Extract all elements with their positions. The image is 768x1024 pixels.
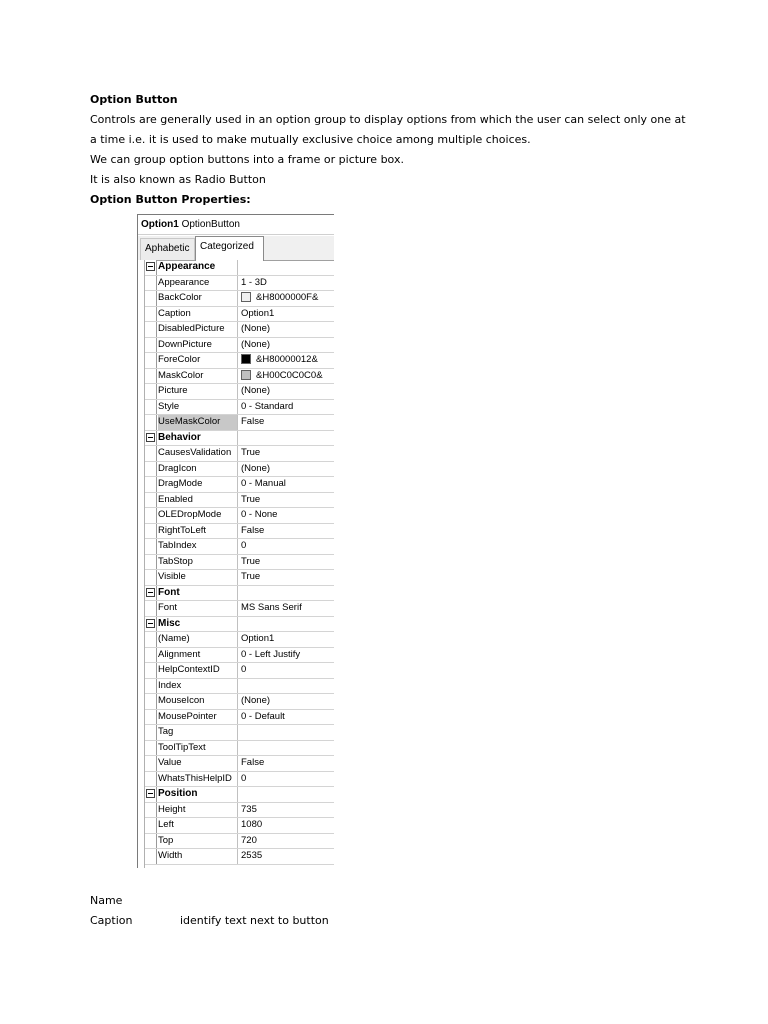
category-row[interactable] — [145, 617, 334, 633]
row-gutter — [145, 291, 157, 306]
row-gutter — [145, 555, 157, 570]
row-gutter — [145, 508, 157, 523]
row-gutter — [145, 601, 157, 616]
row-gutter — [145, 617, 157, 632]
property-value[interactable] — [239, 415, 334, 430]
property-value-text: False — [241, 416, 265, 427]
property-value-text: True — [241, 493, 261, 505]
property-value-text: 720 — [241, 834, 257, 846]
property-value[interactable] — [239, 477, 334, 492]
property-name: Picture — [158, 384, 238, 399]
property-value — [239, 617, 334, 632]
property-value[interactable] — [239, 353, 334, 368]
object-selector[interactable] — [138, 215, 334, 235]
row-gutter — [145, 632, 157, 647]
property-value-text: (None) — [241, 385, 271, 396]
property-name: UseMaskColor — [158, 415, 238, 430]
property-value-text: &H80000012& — [256, 354, 318, 365]
row-gutter — [145, 524, 157, 539]
property-name: WhatsThisHelpID — [158, 772, 238, 787]
tab-bar — [138, 236, 334, 261]
property-row[interactable] — [145, 400, 334, 416]
property-row[interactable] — [145, 694, 334, 710]
row-gutter — [145, 787, 157, 802]
property-value[interactable] — [239, 601, 334, 616]
property-value-text: &H00C0C0C0& — [256, 369, 323, 381]
row-gutter — [145, 353, 157, 368]
property-name: Height — [158, 803, 238, 818]
property-name: Alignment — [158, 648, 238, 663]
property-name: Style — [158, 400, 238, 415]
property-value[interactable] — [239, 524, 334, 539]
property-value-text: 1 - 3D — [241, 276, 267, 288]
property-value-text: &H8000000F& — [256, 292, 319, 303]
category-row[interactable] — [145, 586, 334, 602]
category-row[interactable] — [145, 431, 334, 447]
property-row[interactable] — [145, 679, 334, 695]
object-name: Option1 — [141, 219, 179, 230]
property-row[interactable] — [145, 756, 334, 772]
property-row[interactable] — [145, 493, 334, 509]
row-gutter — [145, 741, 157, 756]
row-gutter — [145, 694, 157, 709]
collapse-icon[interactable] — [146, 588, 155, 597]
row-gutter — [145, 756, 157, 771]
properties-window — [137, 214, 334, 868]
property-name: Font — [158, 601, 238, 616]
property-value[interactable] — [239, 818, 334, 833]
property-value-text: 735 — [241, 803, 257, 815]
row-gutter — [145, 369, 157, 384]
property-value-text: 1080 — [241, 819, 263, 830]
property-value-text: 0 - Left Justify — [241, 648, 301, 660]
property-value — [239, 586, 334, 601]
property-name: MousePointer — [158, 710, 238, 725]
category-row[interactable] — [145, 260, 334, 276]
row-gutter — [145, 679, 157, 694]
property-value-text: False — [241, 757, 265, 768]
category-name: Misc — [158, 617, 238, 632]
property-value — [239, 787, 334, 802]
property-row[interactable] — [145, 446, 334, 462]
property-row[interactable] — [145, 462, 334, 478]
collapse-icon[interactable] — [146, 789, 155, 798]
property-value-text: 2535 — [241, 850, 263, 861]
property-name: Enabled — [158, 493, 238, 508]
property-name: DisabledPicture — [158, 322, 238, 337]
property-name: RightToLeft — [158, 524, 238, 539]
tab-alphabetic[interactable]: Aphabetic — [140, 238, 195, 260]
object-type: OptionButton — [181, 219, 240, 230]
property-name: MouseIcon — [158, 694, 238, 709]
property-value[interactable] — [239, 725, 334, 740]
property-value-text: Option1 — [241, 307, 275, 319]
property-row[interactable] — [145, 663, 334, 679]
property-value[interactable] — [239, 834, 334, 849]
property-value-text: 0 — [241, 540, 247, 551]
property-value-text: True — [241, 555, 261, 567]
property-name: (Name) — [158, 632, 238, 647]
property-value[interactable] — [239, 772, 334, 787]
property-name: TabStop — [158, 555, 238, 570]
description-line-2: a time i.e. it is used to make mutually exclusive choice among multiple choices. — [90, 133, 531, 146]
property-name: Index — [158, 679, 238, 694]
property-value[interactable] — [239, 446, 334, 461]
property-value[interactable] — [239, 648, 334, 663]
row-gutter — [145, 322, 157, 337]
property-value[interactable] — [239, 710, 334, 725]
property-row[interactable] — [145, 307, 334, 323]
row-gutter — [145, 710, 157, 725]
property-row[interactable] — [145, 369, 334, 385]
property-name: TabIndex — [158, 539, 238, 554]
property-value-text: Option1 — [241, 633, 275, 644]
property-row[interactable] — [145, 353, 334, 369]
property-value[interactable] — [239, 276, 334, 291]
description-line-4: It is also known as Radio Button — [90, 173, 266, 186]
row-gutter — [145, 663, 157, 678]
color-swatch — [241, 292, 251, 302]
collapse-icon[interactable] — [146, 262, 155, 271]
property-row[interactable] — [145, 741, 334, 757]
property-row[interactable] — [145, 539, 334, 555]
property-value[interactable] — [239, 756, 334, 771]
color-swatch — [241, 370, 251, 380]
row-gutter — [145, 477, 157, 492]
property-value-text: (None) — [241, 462, 271, 474]
property-value-text: False — [241, 524, 265, 536]
property-value-text: 0 - Default — [241, 710, 285, 722]
collapse-icon[interactable] — [146, 433, 155, 442]
property-value-text: True — [241, 447, 261, 458]
row-gutter — [145, 586, 157, 601]
property-name: Caption — [158, 307, 238, 322]
property-name: OLEDropMode — [158, 508, 238, 523]
property-name: DragMode — [158, 477, 238, 492]
property-value[interactable] — [239, 803, 334, 818]
color-swatch — [241, 354, 251, 364]
property-name: Left — [158, 818, 238, 833]
row-gutter — [145, 446, 157, 461]
property-row[interactable] — [145, 710, 334, 726]
footer-caption-label: Caption — [90, 914, 133, 927]
property-row[interactable] — [145, 524, 334, 540]
property-value[interactable] — [239, 400, 334, 415]
property-value[interactable] — [239, 384, 334, 399]
property-row[interactable] — [145, 276, 334, 292]
row-gutter — [145, 276, 157, 291]
property-row[interactable] — [145, 803, 334, 819]
collapse-icon[interactable] — [146, 619, 155, 628]
property-value[interactable] — [239, 291, 334, 306]
row-gutter — [145, 462, 157, 477]
property-value[interactable] — [239, 369, 334, 384]
left-margin-strip — [138, 260, 145, 868]
row-gutter — [145, 431, 157, 446]
property-value[interactable] — [239, 632, 334, 647]
property-value-text: 0 - Standard — [241, 400, 294, 412]
property-value[interactable] — [239, 555, 334, 570]
property-value[interactable] — [239, 849, 334, 864]
property-row[interactable] — [145, 648, 334, 664]
property-name: DownPicture — [158, 338, 238, 353]
property-value[interactable] — [239, 539, 334, 554]
property-value-text: MS Sans Serif — [241, 602, 302, 613]
description-line-1: Controls are generally used in an option group to display options from which the user can select only one at — [90, 113, 686, 126]
property-value[interactable] — [239, 694, 334, 709]
property-name: Width — [158, 849, 238, 864]
row-gutter — [145, 415, 157, 430]
property-value[interactable] — [239, 508, 334, 523]
property-value-text: 0 — [241, 772, 247, 784]
property-row[interactable] — [145, 322, 334, 338]
property-value[interactable] — [239, 570, 334, 585]
category-name: Font — [158, 586, 238, 601]
row-gutter — [145, 570, 157, 585]
property-row[interactable] — [145, 508, 334, 524]
property-row[interactable] — [145, 818, 334, 834]
property-value[interactable] — [239, 338, 334, 353]
property-name: ForeColor — [158, 353, 238, 368]
row-gutter — [145, 648, 157, 663]
row-gutter — [145, 493, 157, 508]
row-gutter — [145, 539, 157, 554]
property-name: BackColor — [158, 291, 238, 306]
property-row[interactable] — [145, 555, 334, 571]
description-line-3: We can group option buttons into a frame or picture box. — [90, 153, 404, 166]
property-value-text: (None) — [241, 338, 271, 350]
row-gutter — [145, 725, 157, 740]
row-gutter — [145, 818, 157, 833]
category-name: Behavior — [158, 431, 238, 446]
property-value-text: 0 — [241, 664, 247, 675]
property-name: MaskColor — [158, 369, 238, 384]
row-gutter — [145, 307, 157, 322]
category-name: Appearance — [158, 260, 238, 275]
property-value[interactable] — [239, 493, 334, 508]
row-gutter — [145, 803, 157, 818]
property-name: Tag — [158, 725, 238, 740]
property-value[interactable] — [239, 679, 334, 694]
property-row[interactable] — [145, 570, 334, 586]
property-value-text: (None) — [241, 323, 271, 334]
property-value-text: 0 - Manual — [241, 478, 286, 489]
property-row[interactable] — [145, 477, 334, 493]
tab-categorized[interactable]: Categorized — [195, 236, 264, 261]
row-gutter — [145, 400, 157, 415]
property-value-text: True — [241, 571, 261, 582]
property-row[interactable] — [145, 772, 334, 788]
property-grid — [145, 260, 334, 865]
heading-option-button: Option Button — [90, 93, 178, 106]
property-name: Top — [158, 834, 238, 849]
property-name: Visible — [158, 570, 238, 585]
property-value[interactable] — [239, 741, 334, 756]
category-name: Position — [158, 787, 238, 802]
property-value — [239, 260, 334, 275]
row-gutter — [145, 772, 157, 787]
row-gutter — [145, 834, 157, 849]
property-row[interactable] — [145, 415, 334, 431]
row-gutter — [145, 849, 157, 864]
property-row[interactable] — [145, 338, 334, 354]
property-name: DragIcon — [158, 462, 238, 477]
properties-heading: Option Button Properties: — [90, 193, 251, 206]
property-row[interactable] — [145, 601, 334, 617]
row-gutter — [145, 384, 157, 399]
property-value[interactable] — [239, 462, 334, 477]
property-name: Value — [158, 756, 238, 771]
property-value — [239, 431, 334, 446]
property-row[interactable] — [145, 384, 334, 400]
property-name: Appearance — [158, 276, 238, 291]
property-value[interactable] — [239, 307, 334, 322]
property-row[interactable] — [145, 632, 334, 648]
row-gutter — [145, 260, 157, 275]
footer-name-label: Name — [90, 894, 123, 907]
property-name: ToolTipText — [158, 741, 238, 756]
property-row[interactable] — [145, 834, 334, 850]
property-value-text: 0 - None — [241, 509, 278, 520]
property-name: CausesValidation — [158, 446, 238, 461]
property-row[interactable] — [145, 849, 334, 865]
property-value-text: (None) — [241, 695, 271, 706]
property-value[interactable] — [239, 322, 334, 337]
property-row[interactable] — [145, 725, 334, 741]
property-row[interactable] — [145, 291, 334, 307]
property-name: HelpContextID — [158, 663, 238, 678]
property-value[interactable] — [239, 663, 334, 678]
row-gutter — [145, 338, 157, 353]
footer-caption-description: identify text next to button — [180, 914, 329, 927]
category-row[interactable] — [145, 787, 334, 803]
